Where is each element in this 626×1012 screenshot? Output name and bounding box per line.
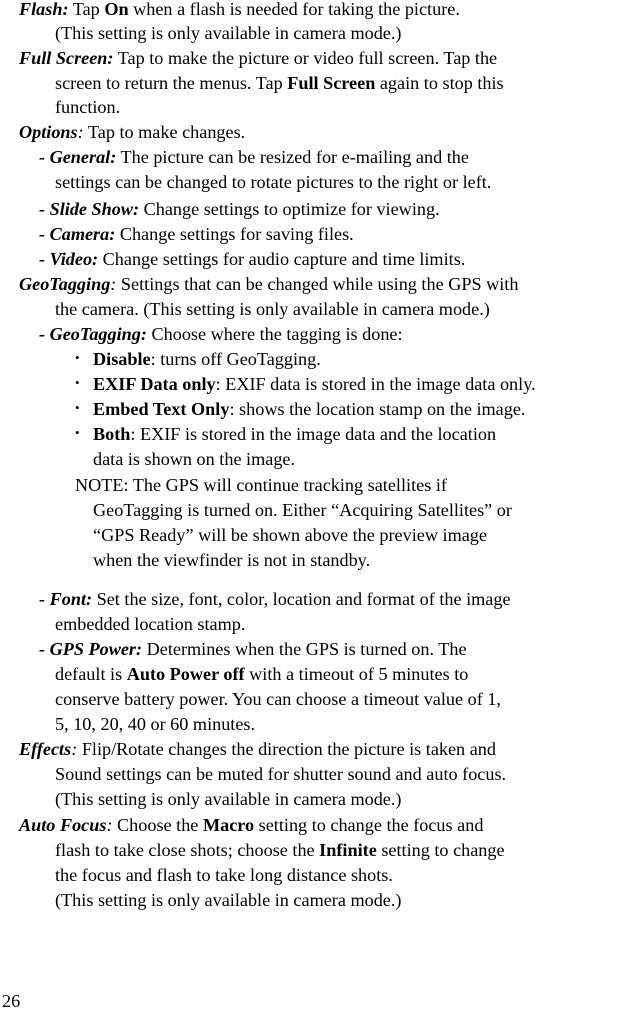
geotagging-font: - Font: Set the size, font, color, location and format of the image: [39, 589, 511, 609]
macro-keyword: Macro: [202, 815, 255, 835]
geotagging-sub: - GeoTagging: Choose where the tagging is done:: [39, 324, 403, 344]
options-entry: Options: Tap to make changes.: [19, 122, 246, 142]
bullet-icon: •: [75, 350, 80, 365]
autofocus-entry: Auto Focus: Choose the Macro setting to change the focus and: [19, 815, 484, 835]
bullet-disable: Disable: turns off GeoTagging.: [93, 349, 321, 369]
bullet-icon: •: [75, 375, 80, 390]
general-term: - General:: [39, 147, 117, 167]
gps-note-line4: when the viewfinder is not in standby.: [93, 550, 371, 570]
options-general: - General: The picture can be resized for e-mailing and the: [39, 147, 469, 167]
geotagging-entry: GeoTagging: Settings that can be changed while using the GPS with: [19, 274, 519, 294]
flash-term: Flash:: [19, 0, 69, 19]
bullet-icon: •: [75, 425, 80, 440]
options-video: - Video: Change settings for audio capture and time limits.: [39, 249, 466, 269]
autofocus-line3: the focus and flash to take long distance shots.: [55, 865, 393, 885]
video-term: - Video:: [39, 249, 99, 269]
bullet-both-line2: data is shown on the image.: [93, 449, 296, 469]
geotagging-font-line2: embedded location stamp.: [55, 614, 246, 634]
gps-note-line2: GeoTagging is turned on. Either “Acquiring Satellites” or: [93, 500, 512, 520]
font-term: - Font:: [39, 589, 93, 609]
autofocus-line2: flash to take close shots; choose the Infinite setting to change: [55, 840, 505, 860]
options-camera: - Camera: Change settings for saving files.: [39, 224, 354, 244]
geotagging-term: GeoTagging: [19, 274, 111, 294]
flash-on-keyword: On: [104, 0, 129, 19]
fullscreen-term: Full Screen:: [19, 48, 114, 68]
auto-power-off-keyword: Auto Power off: [126, 664, 245, 684]
options-term: Options: [19, 122, 78, 142]
camera-term: - Camera:: [39, 224, 116, 244]
options-general-line2: settings can be changed to rotate pictures to the right or left.: [55, 172, 492, 192]
gps-power-term: - GPS Power:: [39, 639, 143, 659]
options-slideshow: - Slide Show: Change settings to optimize for viewing.: [39, 199, 440, 219]
effects-line3: (This setting is only available in camera mode.): [55, 789, 402, 809]
fullscreen-keyword: Full Screen: [287, 73, 376, 93]
effects-entry: Effects: Flip/Rotate changes the direction the picture is taken and: [19, 739, 496, 759]
effects-term: Effects: [19, 739, 72, 759]
fullscreen-line2: screen to return the menus. Tap Full Screen again to stop this: [55, 73, 504, 93]
bullet-icon: •: [75, 400, 80, 415]
effects-line2: Sound settings can be muted for shutter sound and auto focus.: [55, 764, 507, 784]
gps-power-line4: 5, 10, 20, 40 or 60 minutes.: [55, 714, 256, 734]
bullet-exif: EXIF Data only: EXIF data is stored in the image data only.: [93, 374, 536, 394]
autofocus-term: Auto Focus: [19, 815, 107, 835]
infinite-keyword: Infinite: [319, 840, 377, 860]
geotagging-gps-power: - GPS Power: Determines when the GPS is turned on. The: [39, 639, 467, 659]
flash-note: (This setting is only available in camera mode.): [55, 23, 402, 43]
slideshow-term: - Slide Show:: [39, 199, 140, 219]
gps-power-line2: default is Auto Power off with a timeout of 5 minutes to: [55, 664, 469, 684]
autofocus-line4: (This setting is only available in camera mode.): [55, 890, 402, 910]
page-number: 26: [2, 991, 21, 1011]
fullscreen-line3: function.: [55, 97, 121, 117]
gps-note-line3: “GPS Ready” will be shown above the preview image: [93, 525, 487, 545]
bullet-both: Both: EXIF is stored in the image data and the location: [93, 424, 497, 444]
fullscreen-entry: Full Screen: Tap to make the picture or video full screen. Tap the: [19, 48, 498, 68]
flash-entry: Flash: Tap On when a flash is needed for taking the picture.: [19, 0, 460, 19]
gps-power-line3: conserve battery power. You can choose a timeout value of 1,: [55, 689, 501, 709]
geotagging-line2: the camera. (This setting is only available in camera mode.): [55, 299, 490, 319]
gps-note: NOTE: The GPS will continue tracking satellites if: [75, 475, 447, 495]
bullet-embed-text: Embed Text Only: shows the location stamp on the image.: [93, 399, 526, 419]
geotagging-sub-term: - GeoTagging:: [39, 324, 147, 344]
